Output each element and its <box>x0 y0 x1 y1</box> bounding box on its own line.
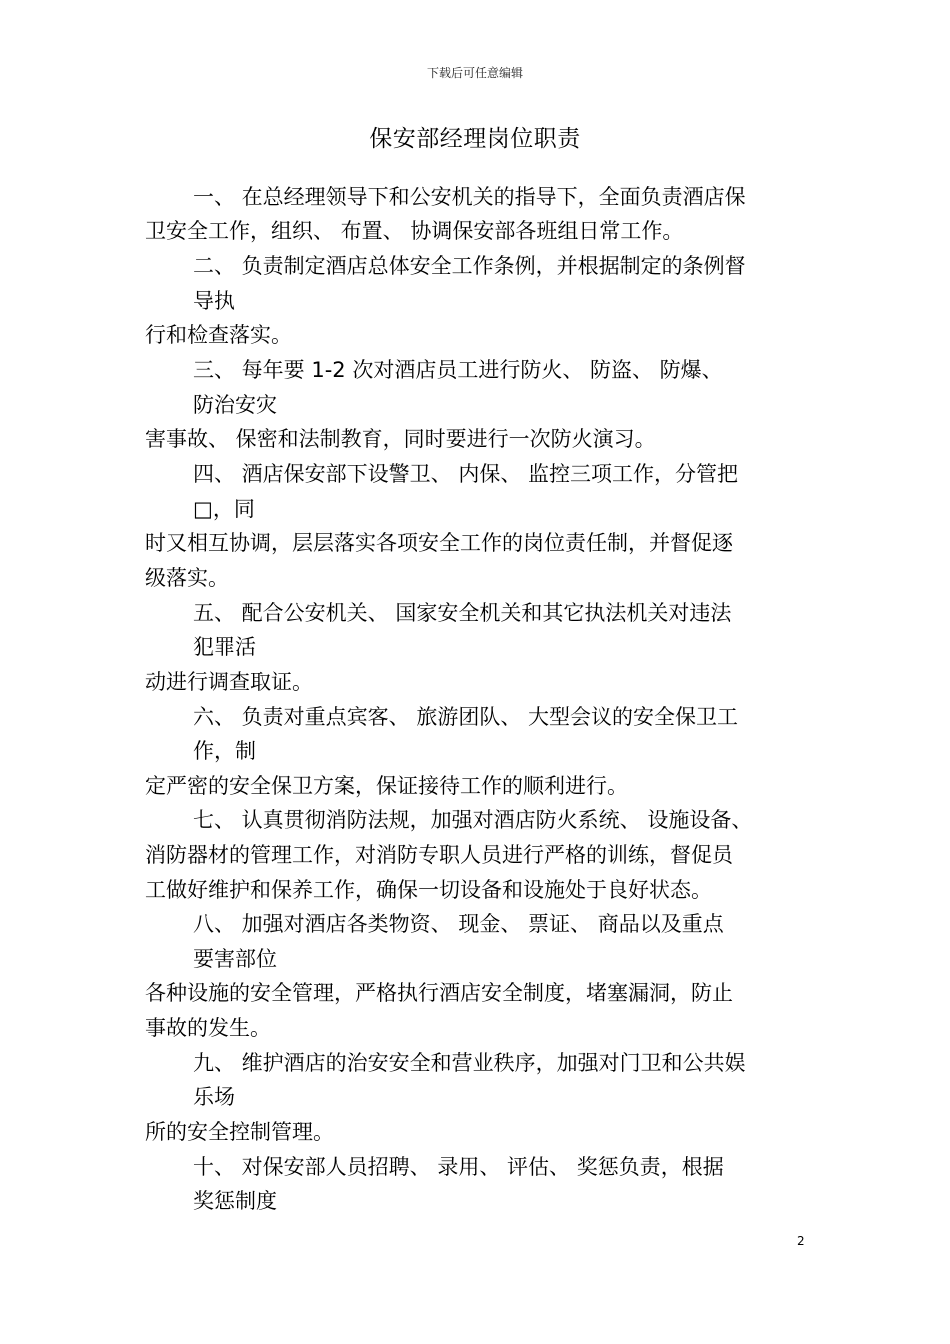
text-line: 工做好维护和保养工作，确保一切设备和设施处于良好状态。 <box>145 878 712 902</box>
page-number: 2 <box>797 1234 805 1248</box>
text-line: 五、 配合公安机关、 国家安全机关和其它执法机关对违法 <box>193 601 732 625</box>
text-line: 作，制 <box>193 739 256 763</box>
text-line: 七、 认真贯彻消防法规，加强对酒店防火系统、 设施设备、 <box>193 808 753 832</box>
text-line: 六、 负责对重点宾客、 旅游团队、 大型会议的安全保卫工 <box>193 705 739 729</box>
text-line: 九、 维护酒店的治安安全和营业秩序，加强对门卫和公共娱 <box>193 1051 746 1075</box>
text-line: 动进行调查取证。 <box>145 670 313 694</box>
text-line: 三、 每年要 1-2 次对酒店员工进行防火、 防盗、 防爆、 <box>193 358 723 382</box>
text-line: 时又相互协调，层层落实各项安全工作的岗位责任制，并督促逐 <box>145 531 733 555</box>
text-line: 防治安灾 <box>193 393 277 417</box>
text-line: 消防器材的管理工作，对消防专职人员进行严格的训练，督促员 <box>145 843 733 867</box>
text-line: 奖惩制度 <box>193 1189 277 1213</box>
text-line: 犯罪活 <box>193 635 256 659</box>
text-line: 二、 负责制定酒店总体安全工作条例，并根据制定的条例督 <box>193 254 746 278</box>
text-line: 所的安全控制管理。 <box>145 1120 334 1144</box>
document-title: 保安部经理岗位职责 <box>369 126 581 152</box>
text-line: 八、 加强对酒店各类物资、 现金、 票证、 商品以及重点 <box>193 912 724 936</box>
text-line: 事故的发生。 <box>145 1016 271 1040</box>
text-line: 四、 酒店保安部下设警卫、 内保、 监控三项工作，分管把 <box>193 462 739 486</box>
text-line: 一、 在总经理领导下和公安机关的指导下，全面负责酒店保 <box>193 185 746 209</box>
text-line: 害事故、 保密和法制教育，同时要进行一次防火演习。 <box>145 427 656 451</box>
text-line: 要害部位 <box>193 947 277 971</box>
text-line: 级落实。 <box>145 566 229 590</box>
text-line: 乐场 <box>193 1085 235 1109</box>
text-line: 导执 <box>193 289 235 313</box>
text-line: 各种设施的安全管理，严格执行酒店安全制度，堵塞漏洞，防止 <box>145 981 733 1005</box>
header-note: 下载后可任意编辑 <box>426 66 523 80</box>
text-line: 卫安全工作，组织、 布置、 协调保安部各班组日常工作。 <box>145 219 684 243</box>
text-line: 十、 对保安部人员招聘、 录用、 评估、 奖惩负责，根据 <box>193 1155 724 1179</box>
text-line: 行和检查落实。 <box>145 323 292 347</box>
text-line: □，同 <box>193 497 255 521</box>
text-line: 定严密的安全保卫方案，保证接待工作的顺利进行。 <box>145 774 628 798</box>
